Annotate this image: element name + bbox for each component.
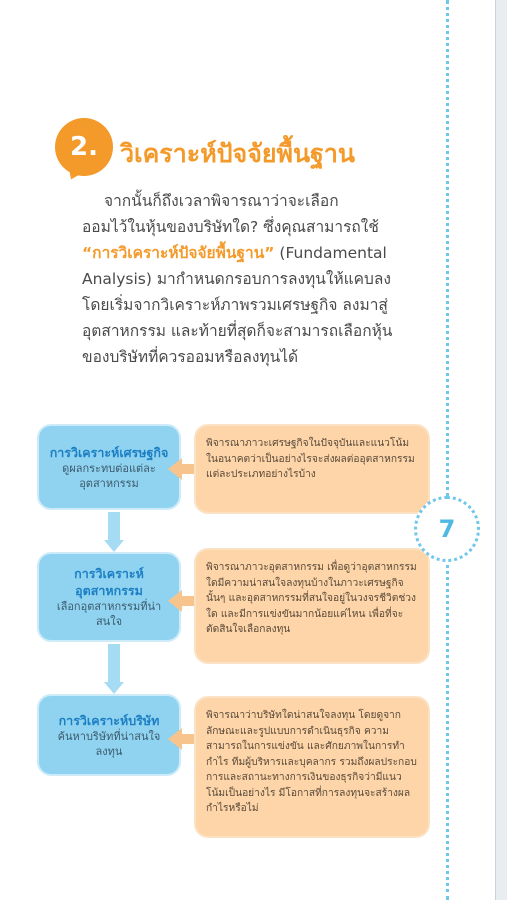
- step-company-detail: [194, 696, 430, 838]
- step-subtitle: ดูผลกระทบต่อแต่ละอุตสาหกรรม: [62, 461, 156, 490]
- step-industry-box: [37, 552, 181, 642]
- dotted-guide-line: [446, 0, 449, 900]
- intro-line: โดยเริ่มจากวิเคราะห์ภาพรวมเศรษฐกิจ ลงมาสู่: [82, 296, 388, 314]
- step-economy-detail: [194, 424, 430, 514]
- intro-highlight: “การวิเคราะห์ปัจจัยพื้นฐาน”: [82, 244, 275, 262]
- down-arrow-icon: [104, 682, 124, 694]
- step-title: การวิเคราะห์อุตสาหกรรม: [74, 566, 144, 598]
- connector-bar: [108, 644, 120, 684]
- intro-line: จากนั้นก็ถึงเวลาพิจารณาว่าจะเลือก: [104, 192, 339, 210]
- connector-bar: [108, 512, 120, 542]
- step-detail: พิจารณาภาวะเศรษฐกิจในปัจจุบันและแนวโน้มในอนาคตว่าเป็นอย่างไรจะส่งผลต่ออุตสาหกรรมแต่ละประเภทอย่างไรบ้าง: [206, 438, 415, 480]
- page-number: [414, 496, 480, 562]
- step-economy-box: [37, 424, 181, 510]
- intro-paragraph: [82, 188, 422, 370]
- step-title: การวิเคราะห์บริษัท: [58, 712, 160, 728]
- down-arrow-icon: [104, 540, 124, 552]
- step-detail: พิจารณาภาวะอุตสาหกรรม เพื่อดูว่าอุตสาหกรรมใดมีความน่าสนใจลงทุนบ้างในภาวะเศรษฐกิจนั้นๆ และอุตสาหกรรมที่สนใจอยู่ในวงจรชีวิตช่วงใด และมีการแข่งขันมากน้อยแค่ไหน เพื่อที่จะตัดสินใจเลือกลงทุน: [206, 562, 417, 635]
- intro-line: ของบริษัทที่ควรออมหรือลงทุนได้: [82, 348, 299, 366]
- step-title: การวิเคราะห์เศรษฐกิจ: [49, 444, 169, 460]
- section-number: 2.: [70, 132, 98, 162]
- section-number-badge: [55, 118, 113, 176]
- intro-line: Analysis) มากำหนดกรอบการลงทุนให้แคบลง: [82, 270, 391, 288]
- step-subtitle: เลือกอุตสาหกรรมที่น่าสนใจ: [56, 600, 162, 628]
- step-detail: พิจารณาว่าบริษัทใดน่าสนใจลงทุน โดยดูจากลักษณะและรูปแบบการดำเนินธุรกิจ ความสามารถในการแข่งขัน และศักยภาพในการทำกำไร ทีมผู้บริหารและบุคลากร รวมถึงผลประกอบการและสถานะทางการเงินของธุรกิจว่ามีแนวโน้มเป็นอย่างไร มีโอกาสที่การลงทุนจะสร้างผลกำไรหรือไม่: [206, 710, 417, 814]
- intro-line: อุตสาหกรรม และท้ายที่สุดก็จะสามารถเลือกหุ้น: [82, 322, 393, 340]
- page-number-text: 7: [438, 515, 456, 543]
- intro-line: (Fundamental: [274, 244, 387, 262]
- intro-line: ออมไว้ในหุ้นของบริษัทใด? ซึ่งคุณสามารถใช้: [82, 218, 379, 236]
- page-edge-band: [495, 0, 507, 900]
- step-subtitle: ค้นหาบริษัทที่น่าสนใจลงทุน: [57, 729, 161, 758]
- section-title: วิเคราะห์ปัจจัยพื้นฐาน: [120, 139, 355, 168]
- step-company-box: [37, 694, 181, 776]
- step-industry-detail: [194, 548, 430, 664]
